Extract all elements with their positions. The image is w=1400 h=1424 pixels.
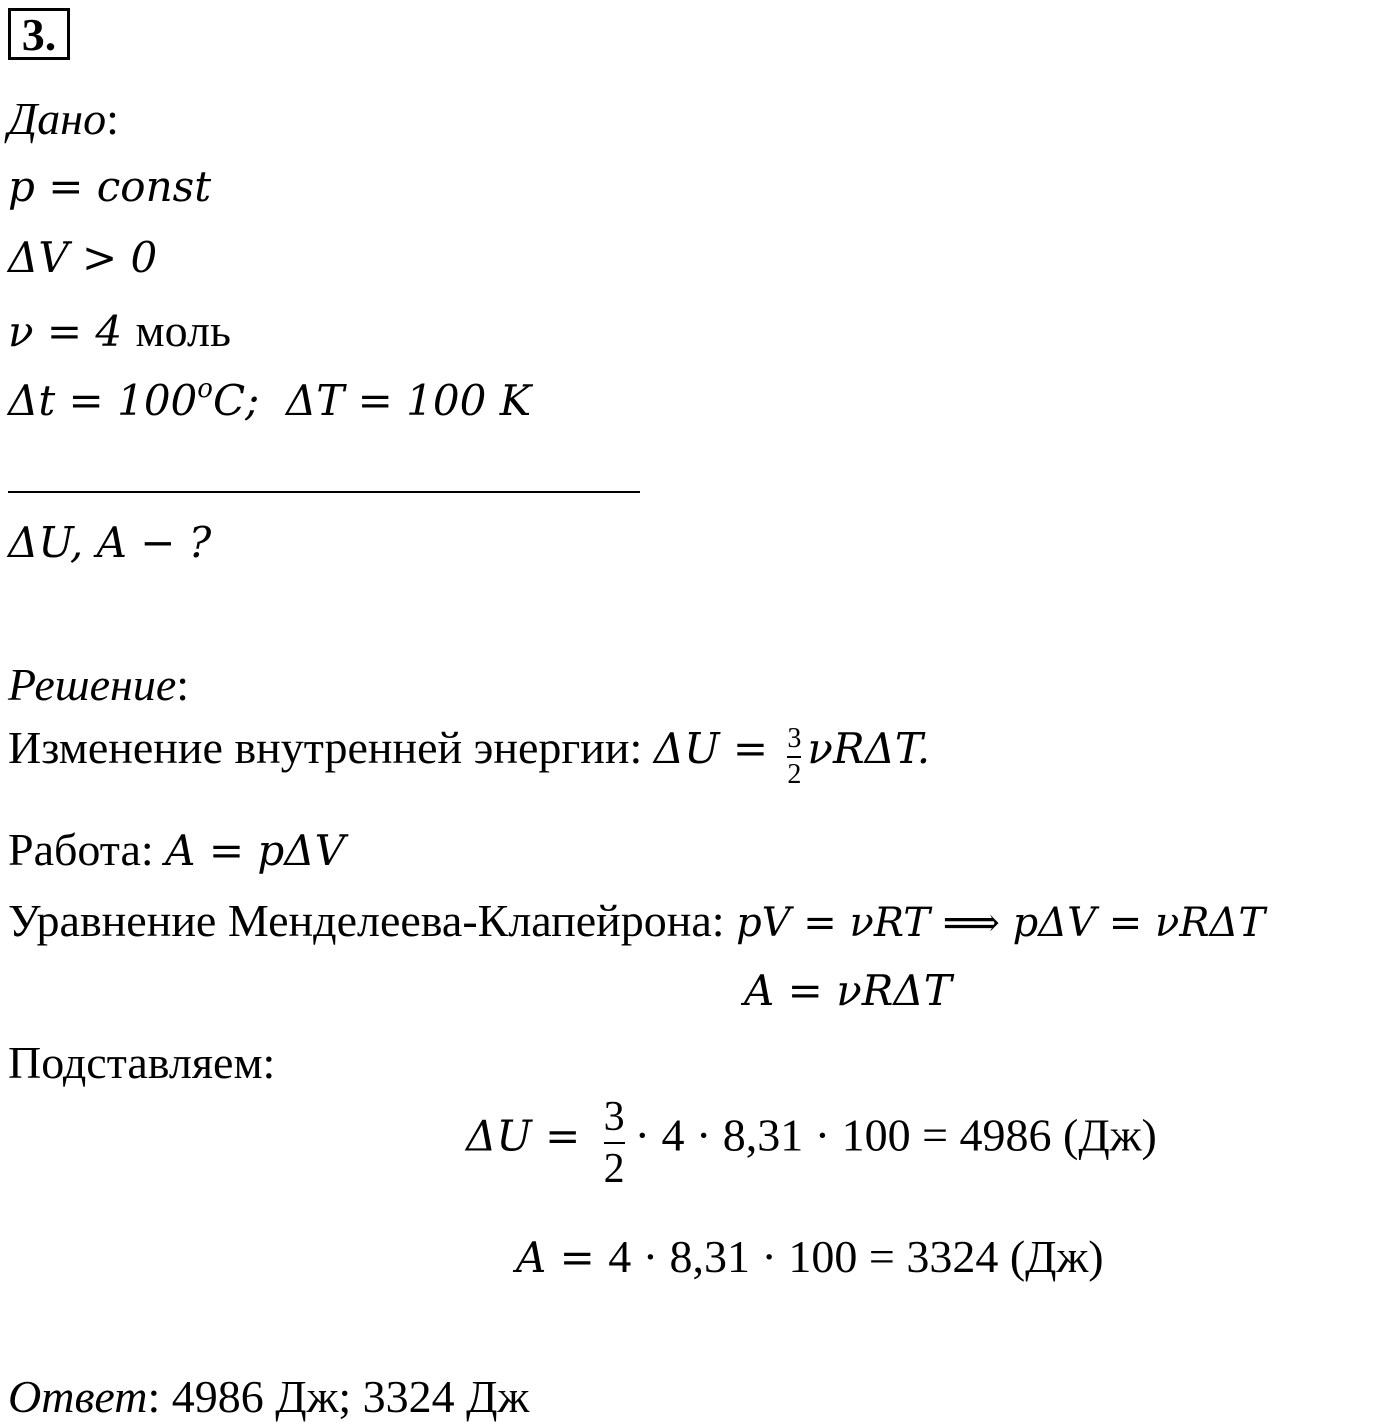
calc-internal-energy — [466, 1094, 1157, 1194]
calc1-fraction — [604, 1096, 625, 1190]
work-text: Работа: — [8, 824, 166, 875]
problem-number: 3. — [8, 8, 70, 60]
internal-energy-lhs: ΔU = — [653, 724, 782, 773]
calc2-rhs: 4 · 8,31 · 100 = 3324 (Дж) — [608, 1231, 1104, 1282]
internal-energy-text: Изменение внутренней энергии: — [8, 722, 654, 773]
given-dt-sup: o — [197, 374, 213, 404]
calc1-fraction-bar — [604, 1142, 625, 1144]
calc2-lhs: A = — [516, 1233, 609, 1282]
answer-value: 4986 Дж; 3324 Дж — [160, 1371, 530, 1422]
given-amount-value: ν = 4 — [8, 307, 123, 356]
calc1-numerator: 3 — [603, 1094, 625, 1140]
work-formula: A = pΔV — [165, 826, 345, 875]
fraction-denominator: 2 — [787, 759, 802, 791]
work-result-formula: A = νRΔT — [744, 966, 952, 1015]
given-temperature — [8, 374, 532, 425]
given-label: Дано — [8, 93, 107, 144]
mendeleev-formula: pV = νRT ⟹ pΔV = νRΔT — [736, 900, 1266, 946]
calc1-denominator: 2 — [603, 1146, 625, 1192]
solution-line-2 — [8, 824, 345, 875]
fraction-bar — [787, 756, 801, 758]
given-volume-change: ΔV > 0 — [8, 233, 158, 282]
answer-colon: : — [147, 1371, 161, 1422]
fraction-three-halves — [787, 725, 801, 789]
given-divider — [8, 491, 640, 493]
given-pressure: p = const — [8, 162, 212, 211]
solution-label: Решение — [8, 659, 177, 710]
internal-energy-rhs: νRΔT. — [807, 724, 931, 773]
fraction-numerator: 3 — [787, 723, 802, 755]
given-heading — [8, 93, 119, 144]
given-dt-unit: C; — [212, 376, 260, 425]
find-line: ΔU, A − ? — [8, 518, 212, 567]
solution-colon: : — [176, 659, 190, 710]
mendeleev-text: Уравнение Менделеева-Клапейрона: — [8, 895, 737, 946]
given-amount-unit: моль — [135, 305, 231, 356]
solution-line-1 — [8, 722, 931, 791]
given-amount — [8, 305, 231, 356]
given-dt: Δt = 100 — [8, 376, 198, 425]
calc-work — [516, 1231, 1104, 1282]
answer-line — [8, 1371, 530, 1422]
solution-line-3 — [8, 895, 1266, 946]
answer-label: Ответ — [8, 1371, 148, 1422]
given-colon: : — [106, 93, 119, 144]
calc1-rhs: · 4 · 8,31 · 100 = 4986 (Дж) — [634, 1109, 1157, 1161]
solution-heading — [8, 659, 190, 710]
substitute-label: Подставляем: — [8, 1037, 276, 1088]
calc1-lhs: ΔU = — [466, 1111, 594, 1161]
given-dT: ΔT = 100 K — [285, 376, 532, 425]
